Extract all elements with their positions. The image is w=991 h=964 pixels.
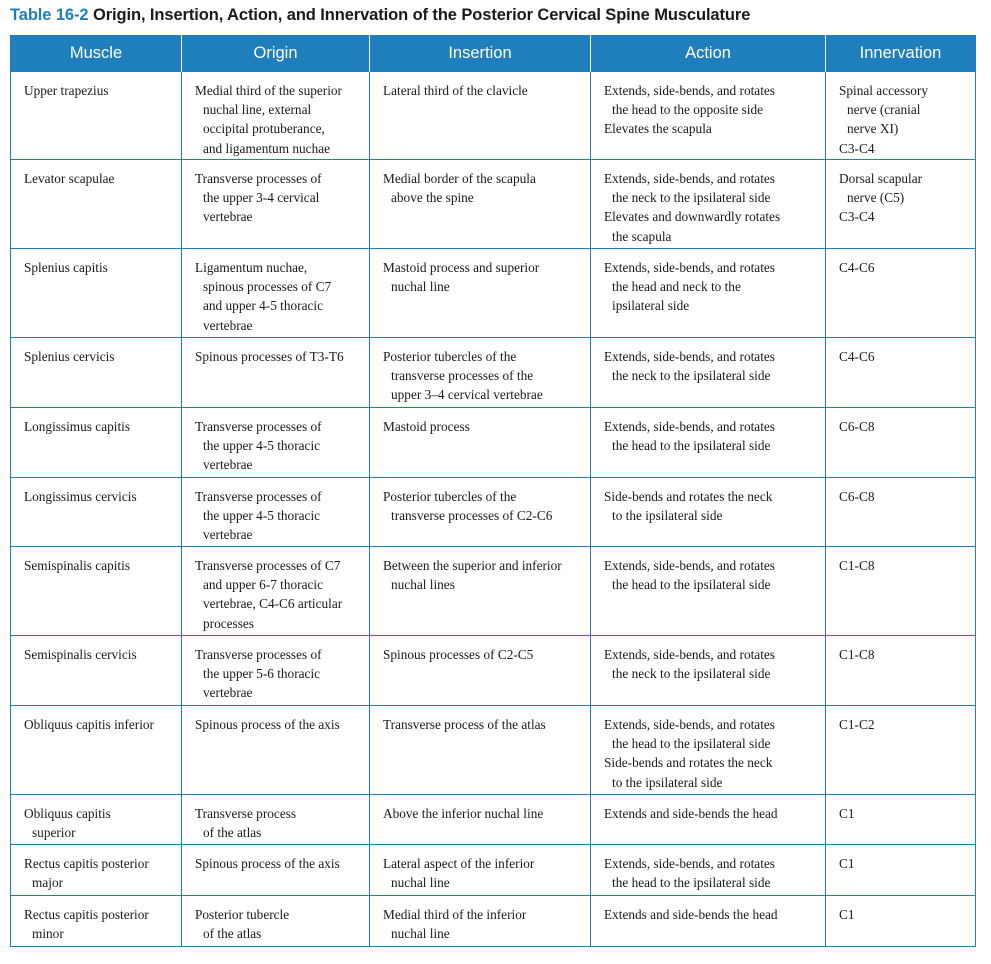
muscle-line: Semispinalis cervicis [24, 647, 137, 662]
insertion-cell [370, 160, 591, 249]
muscle-cell [11, 72, 182, 160]
insertion-line: Above the inferior nuchal line [383, 806, 544, 821]
insertion-cell [370, 408, 591, 478]
origin-line: and upper 6-7 thoracic [203, 577, 323, 593]
muscle-cell [11, 706, 182, 795]
origin-cell [182, 795, 370, 845]
table-row [11, 72, 976, 160]
insertion-line: Between the superior and inferior [383, 558, 562, 573]
origin-line: vertebrae [203, 457, 253, 473]
column-header-insertion: Insertion [370, 35, 591, 72]
table-row [11, 795, 976, 845]
origin-cell [182, 408, 370, 478]
innervation-line: C6-C8 [839, 419, 875, 434]
origin-line: spinous processes of C7 [203, 279, 332, 295]
column-header-action: Action [591, 35, 826, 72]
origin-cell [182, 706, 370, 795]
origin-line: vertebrae, C4-C6 articular [203, 596, 343, 612]
table-number: Table 16-2 [10, 6, 89, 24]
innervation-cell [826, 636, 976, 706]
action-line: Extends and side-bends the head [604, 907, 778, 922]
table-row [11, 636, 976, 706]
origin-line: the upper 3-4 cervical [203, 190, 320, 206]
innervation-line: C4-C6 [839, 349, 875, 364]
insertion-line: Mastoid process and superior [383, 260, 540, 275]
insertion-cell [370, 896, 591, 947]
insertion-line: Spinous processes of C2-C5 [383, 647, 534, 662]
action-line: the scapula [612, 228, 672, 244]
innervation-cell [826, 249, 976, 338]
action-line: Extends, side-bends, and rotates [604, 171, 775, 186]
origin-line: Transverse processes of [195, 419, 322, 434]
column-header-origin: Origin [182, 35, 370, 72]
table-body [11, 72, 976, 947]
action-cell [591, 408, 826, 478]
origin-line: vertebrae [203, 317, 253, 333]
action-line: the head to the ipsilateral side [612, 875, 771, 891]
musculature-table [10, 35, 976, 947]
muscle-cell [11, 795, 182, 845]
innervation-line: C1 [839, 806, 855, 821]
action-line: the head to the ipsilateral side [612, 438, 771, 454]
insertion-line: Transverse process of the atlas [383, 717, 546, 732]
insertion-cell [370, 845, 591, 896]
muscle-cell [11, 636, 182, 706]
origin-cell [182, 338, 370, 408]
origin-cell [182, 478, 370, 547]
innervation-line: C1 [839, 907, 855, 922]
origin-line: of the atlas [203, 926, 262, 942]
origin-line: vertebrae [203, 209, 253, 225]
origin-line: Transverse processes of C7 [195, 558, 341, 573]
insertion-line: Mastoid process [383, 419, 470, 434]
insertion-line: transverse processes of the [391, 368, 534, 384]
action-line: the neck to the ipsilateral side [612, 666, 771, 682]
table-row [11, 478, 976, 547]
action-line: Extends, side-bends, and rotates [604, 856, 775, 871]
insertion-line: Posterior tubercles of the [383, 349, 517, 364]
innervation-cell [826, 706, 976, 795]
table-row [11, 706, 976, 795]
action-cell [591, 636, 826, 706]
innervation-cell [826, 845, 976, 896]
muscle-cell [11, 249, 182, 338]
origin-line: Spinous process of the axis [195, 856, 340, 871]
table-title [10, 6, 750, 25]
header-row [11, 35, 976, 72]
origin-line: vertebrae [203, 685, 253, 701]
table-caption: Origin, Insertion, Action, and Innervation of the Posterior Cervical Spine Musculature [92, 6, 751, 24]
action-line: Extends, side-bends, and rotates [604, 260, 775, 275]
action-line: the head to the ipsilateral side [612, 577, 771, 593]
table-row [11, 408, 976, 478]
origin-line: Transverse processes of [195, 489, 322, 504]
action-line: Elevates the scapula [604, 121, 712, 137]
origin-line: Posterior tubercle [195, 907, 290, 922]
insertion-cell [370, 636, 591, 706]
muscle-line: superior [32, 825, 76, 841]
action-cell [591, 547, 826, 636]
insertion-cell [370, 706, 591, 795]
muscle-line: Upper trapezius [24, 83, 109, 98]
innervation-line: C4-C6 [839, 260, 875, 275]
action-line: Extends, side-bends, and rotates [604, 647, 775, 662]
origin-line: Spinous process of the axis [195, 717, 340, 732]
action-line: Elevates and downwardly rotates [604, 209, 781, 225]
muscle-line: Semispinalis capitis [24, 558, 130, 573]
insertion-cell [370, 338, 591, 408]
action-cell [591, 896, 826, 947]
origin-cell [182, 547, 370, 636]
action-line: the head to the ipsilateral side [612, 736, 771, 752]
origin-cell [182, 72, 370, 160]
origin-line: Transverse processes of [195, 171, 322, 186]
innervation-cell [826, 72, 976, 160]
action-line: the neck to the ipsilateral side [612, 190, 771, 206]
action-cell [591, 478, 826, 547]
innervation-cell [826, 338, 976, 408]
muscle-line: Splenius cervicis [24, 349, 115, 364]
action-line: to the ipsilateral side [612, 774, 723, 790]
muscle-line: Longissimus cervicis [24, 489, 137, 504]
action-line: to the ipsilateral side [612, 508, 723, 524]
innervation-cell [826, 547, 976, 636]
action-line: Extends, side-bends, and rotates [604, 419, 775, 434]
origin-line: vertebrae [203, 527, 253, 543]
innervation-cell [826, 408, 976, 478]
action-line: the head and neck to the [612, 279, 741, 295]
muscle-cell [11, 896, 182, 947]
origin-cell [182, 845, 370, 896]
origin-cell [182, 249, 370, 338]
muscle-line: Rectus capitis posterior [24, 907, 149, 922]
insertion-cell [370, 72, 591, 160]
muscle-line: Rectus capitis posterior [24, 856, 149, 871]
origin-line: of the atlas [203, 825, 262, 841]
action-cell [591, 338, 826, 408]
origin-line: and ligamentum nuchae [203, 140, 331, 156]
origin-line: Transverse processes of [195, 647, 322, 662]
insertion-cell [370, 478, 591, 547]
muscle-line: Longissimus capitis [24, 419, 131, 434]
innervation-line: nerve (C5) [847, 190, 905, 206]
innervation-cell [826, 795, 976, 845]
action-cell [591, 845, 826, 896]
innervation-line: Dorsal scapular [839, 171, 923, 186]
insertion-cell [370, 547, 591, 636]
origin-line: Spinous processes of T3-T6 [195, 349, 344, 364]
muscle-cell [11, 408, 182, 478]
origin-line: Transverse process [195, 806, 297, 821]
origin-line: processes [203, 615, 254, 631]
action-cell [591, 249, 826, 338]
muscle-cell [11, 845, 182, 896]
action-cell [591, 795, 826, 845]
innervation-line: C1-C2 [839, 717, 875, 732]
muscle-cell [11, 338, 182, 408]
innervation-cell [826, 478, 976, 547]
insertion-line: upper 3–4 cervical vertebrae [391, 387, 543, 403]
innervation-line: C1-C8 [839, 558, 875, 573]
origin-line: the upper 4-5 thoracic [203, 508, 321, 524]
column-header-innervation: Innervation [826, 35, 976, 72]
table-row [11, 160, 976, 249]
insertion-line: transverse processes of C2-C6 [391, 508, 553, 524]
action-line: Side-bends and rotates the neck [604, 755, 773, 771]
insertion-line: Lateral aspect of the inferior [383, 856, 535, 871]
innervation-cell [826, 160, 976, 249]
insertion-cell [370, 249, 591, 338]
column-header-muscle: Muscle [11, 35, 182, 72]
muscle-line: Splenius capitis [24, 260, 108, 275]
origin-line: and upper 4-5 thoracic [203, 298, 323, 314]
muscle-cell [11, 160, 182, 249]
action-line: the head to the opposite side [612, 102, 764, 118]
innervation-line: Spinal accessory [839, 83, 928, 98]
insertion-line: nuchal lines [391, 577, 455, 593]
origin-line: the upper 5-6 thoracic [203, 666, 321, 682]
action-line: the neck to the ipsilateral side [612, 368, 771, 384]
innervation-cell [826, 896, 976, 947]
origin-line: Ligamentum nuchae, [195, 260, 308, 275]
action-line: Side-bends and rotates the neck [604, 489, 773, 504]
origin-line: Medial third of the superior [195, 83, 342, 98]
action-line: Extends, side-bends, and rotates [604, 83, 775, 98]
table-row [11, 249, 976, 338]
table-row [11, 845, 976, 896]
origin-line: nuchal line, external [203, 102, 312, 118]
muscle-line: Obliquus capitis inferior [24, 717, 154, 732]
insertion-line: nuchal line [391, 875, 450, 891]
action-line: Extends, side-bends, and rotates [604, 349, 775, 364]
insertion-line: nuchal line [391, 926, 450, 942]
origin-line: occipital protuberance, [203, 121, 325, 137]
innervation-line: C1-C8 [839, 647, 875, 662]
innervation-line: C1 [839, 856, 855, 871]
insertion-line: Medial third of the inferior [383, 907, 527, 922]
action-line: Extends, side-bends, and rotates [604, 558, 775, 573]
action-line: Extends, side-bends, and rotates [604, 717, 775, 732]
innervation-line: nerve (cranial [847, 102, 921, 118]
insertion-cell [370, 795, 591, 845]
action-cell [591, 72, 826, 160]
action-line: Extends and side-bends the head [604, 806, 778, 821]
innervation-line: C3-C4 [839, 140, 875, 156]
insertion-line: Lateral third of the clavicle [383, 83, 528, 98]
origin-cell [182, 896, 370, 947]
innervation-line: nerve XI) [847, 121, 899, 137]
insertion-line: nuchal line [391, 279, 450, 295]
muscle-cell [11, 547, 182, 636]
insertion-line: Posterior tubercles of the [383, 489, 517, 504]
action-cell [591, 706, 826, 795]
action-cell [591, 160, 826, 249]
table-row [11, 547, 976, 636]
table-row [11, 338, 976, 408]
muscle-cell [11, 478, 182, 547]
table-row [11, 896, 976, 947]
origin-cell [182, 160, 370, 249]
origin-cell [182, 636, 370, 706]
action-line: ipsilateral side [612, 298, 690, 314]
muscle-line: minor [32, 926, 64, 942]
muscle-line: major [32, 875, 64, 891]
insertion-line: Medial border of the scapula [383, 171, 536, 186]
muscle-line: Obliquus capitis [24, 806, 111, 821]
innervation-line: C3-C4 [839, 209, 875, 225]
innervation-line: C6-C8 [839, 489, 875, 504]
muscle-line: Levator scapulae [24, 171, 115, 186]
origin-line: the upper 4-5 thoracic [203, 438, 321, 454]
insertion-line: above the spine [391, 190, 474, 206]
